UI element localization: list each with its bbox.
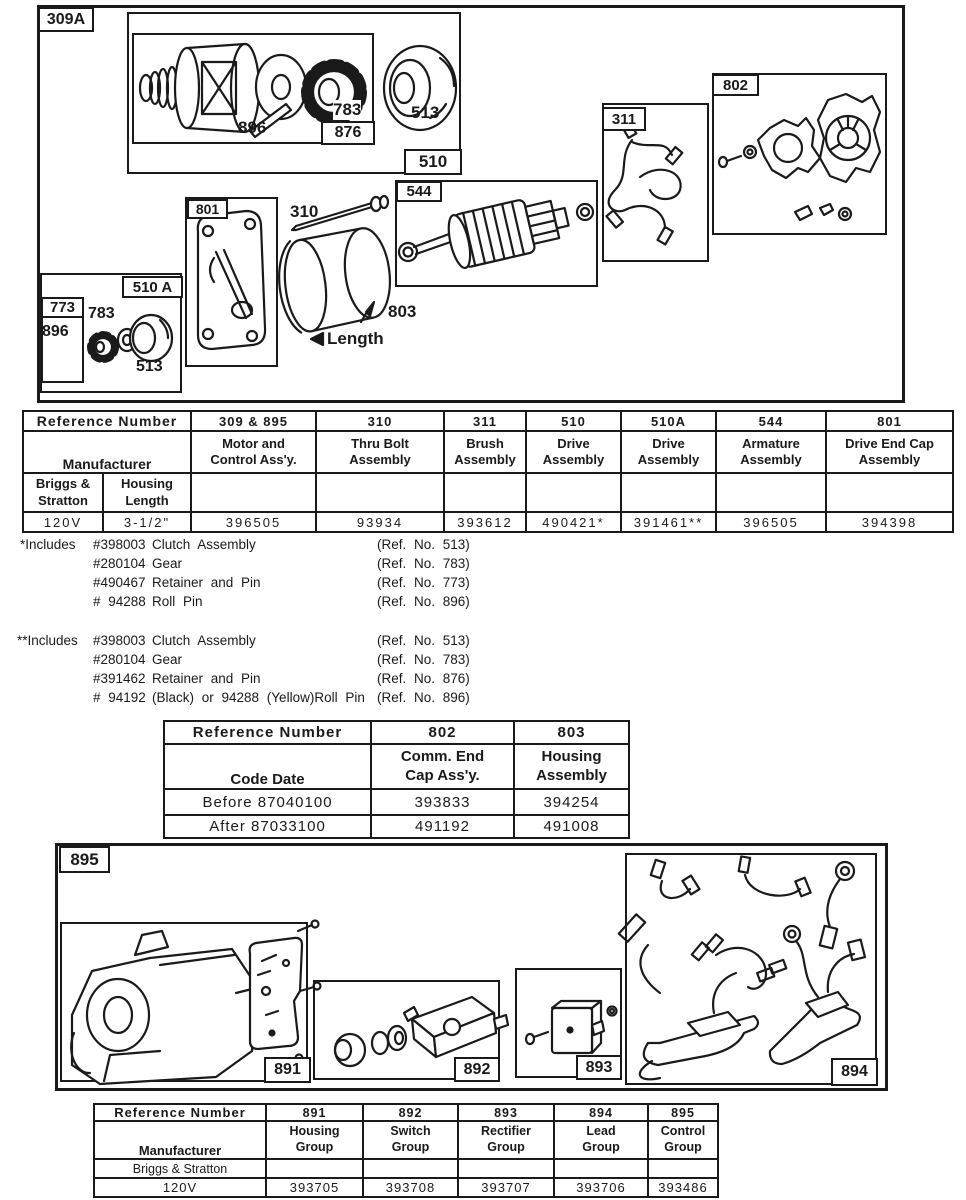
switch-group-drawing (335, 997, 508, 1066)
t1-part-name: Drive Assembly (526, 431, 621, 473)
t1-empty-cell (621, 473, 716, 512)
callout-513-small: 513 (136, 358, 163, 375)
t3-ref: 893 (458, 1104, 554, 1121)
footnote-desc: Roll Pin (152, 594, 203, 609)
callout-894: 894 (831, 1058, 878, 1086)
footnote-desc: Gear (152, 556, 183, 571)
t2-corner-header: Reference Number (164, 721, 371, 744)
t3-empty-cell (266, 1159, 363, 1178)
t1-manufacturer-label: Manufacturer (23, 431, 191, 473)
t3-part-number: 393486 (648, 1178, 718, 1197)
comm-end-cap-drawing (719, 94, 880, 220)
callout-895: 895 (59, 846, 110, 873)
t1-ref: 309 & 895 (191, 411, 316, 431)
t3-empty-cell (648, 1159, 718, 1178)
footnote-ref: (Ref. No. 896) (377, 690, 470, 705)
t1-housing-length: 3-1/2" (103, 512, 191, 532)
t1-part-number: 394398 (826, 512, 953, 532)
footnote-desc: Retainer and Pin (152, 671, 261, 686)
callout-802: 802 (712, 74, 759, 96)
t1-empty-cell (444, 473, 526, 512)
callout-length: Length (327, 329, 384, 348)
callout-876: 876 (321, 121, 375, 145)
t3-corner-header: Reference Number (94, 1104, 266, 1121)
footnote-prefix: *Includes (20, 537, 76, 552)
t1-ref: 510 (526, 411, 621, 431)
callout-803: 803 (388, 302, 417, 321)
t2-part-number: 491008 (514, 815, 629, 838)
callout-544: 544 (396, 181, 442, 202)
footnote-part-number: #398003 (93, 537, 146, 552)
t1-part-number: 93934 (316, 512, 444, 532)
t1-part-name: Armature Assembly (716, 431, 826, 473)
t2-part-number: 491192 (371, 815, 514, 838)
footnote-ref: (Ref. No. 896) (377, 594, 470, 609)
t1-empty-cell (826, 473, 953, 512)
t1-part-name: Motor and Control Ass'y. (191, 431, 316, 473)
drive-assembly-drawing (140, 44, 456, 137)
brush-wires-drawing (606, 120, 682, 244)
t1-housing-length-header: Housing Length (103, 473, 191, 512)
t2-code-date-label: Code Date (164, 744, 371, 789)
t3-empty-cell (458, 1159, 554, 1178)
t1-brand-cell: Briggs & Stratton (23, 473, 103, 512)
callout-801: 801 (187, 199, 228, 219)
footnote-part-number: #280104 (93, 556, 146, 571)
housing-drawing (274, 226, 396, 335)
callout-513: 513 (411, 103, 440, 122)
footnote-ref: (Ref. No. 513) (377, 537, 470, 552)
length-arrow-icon (311, 333, 323, 345)
t3-part-number: 393706 (554, 1178, 648, 1197)
callout-783: 783 (333, 100, 362, 119)
callout-783-small: 783 (88, 305, 115, 322)
t1-part-number: 393612 (444, 512, 526, 532)
code-date-table (163, 720, 630, 839)
t3-ref: 895 (648, 1104, 718, 1121)
t1-ref: 510A (621, 411, 716, 431)
t1-empty-cell (526, 473, 621, 512)
t3-ref: 894 (554, 1104, 648, 1121)
footnote-desc: (Black) or 94288 (Yellow)Roll Pin (152, 690, 365, 705)
footnote-part-number: #398003 (93, 633, 146, 648)
footnote-part-number: # 94288 (93, 594, 146, 609)
callout-896-small: 896 (42, 323, 69, 340)
t1-empty-cell (191, 473, 316, 512)
callout-773: 773 (43, 299, 82, 318)
t1-ref: 544 (716, 411, 826, 431)
t3-ref: 891 (266, 1104, 363, 1121)
starter-parts-table (22, 410, 954, 533)
t2-row-label: After 87033100 (164, 815, 371, 838)
footnote-desc: Clutch Assembly (152, 633, 256, 648)
t2-ref: 802 (371, 721, 514, 744)
t3-group-name: Rectifier Group (458, 1121, 554, 1159)
t1-part-number: 490421* (526, 512, 621, 532)
callout-893: 893 (576, 1055, 622, 1080)
callout-892: 892 (454, 1057, 500, 1082)
footnote-ref: (Ref. No. 773) (377, 575, 470, 590)
callout-891: 891 (264, 1057, 311, 1083)
footnote-ref: (Ref. No. 783) (377, 652, 470, 667)
footnote-part-number: # 94192 (93, 690, 146, 705)
t1-part-number: 391461** (621, 512, 716, 532)
drive-end-cap-drawing (198, 211, 265, 349)
t1-ref: 801 (826, 411, 953, 431)
rectifier-group-drawing (526, 1001, 617, 1053)
t2-ref: 803 (514, 721, 629, 744)
lead-group-drawing (619, 856, 865, 1079)
footnote-ref: (Ref. No. 876) (377, 671, 470, 686)
group-parts-table (93, 1103, 719, 1198)
footnote-part-number: #280104 (93, 652, 146, 667)
callout-310: 310 (290, 202, 319, 221)
top-diagram-art (0, 0, 966, 410)
t3-voltage: 120V (94, 1178, 266, 1197)
t2-row-label: Before 87040100 (164, 789, 371, 815)
footnote-ref: (Ref. No. 513) (377, 633, 470, 648)
t1-part-number: 396505 (716, 512, 826, 532)
t1-part-name: Thru Bolt Assembly (316, 431, 444, 473)
t2-part-name: Housing Assembly (514, 744, 629, 789)
footnote-part-number: #391462 (93, 671, 146, 686)
t1-voltage: 120V (23, 512, 103, 532)
callout-309a: 309A (38, 7, 94, 32)
t1-part-name: Drive Assembly (621, 431, 716, 473)
t3-empty-cell (554, 1159, 648, 1178)
t3-empty-cell (363, 1159, 458, 1178)
footnote-part-number: #490467 (93, 575, 146, 590)
t3-group-name: Lead Group (554, 1121, 648, 1159)
footnote-prefix: **Includes (17, 633, 78, 648)
footnote-ref: (Ref. No. 783) (377, 556, 470, 571)
callout-510a: 510 A (122, 276, 183, 298)
t2-part-name: Comm. End Cap Ass'y. (371, 744, 514, 789)
t2-part-number: 394254 (514, 789, 629, 815)
t2-part-number: 393833 (371, 789, 514, 815)
footnote-desc: Clutch Assembly (152, 537, 256, 552)
callout-510: 510 (404, 149, 462, 175)
t3-manufacturer-label: Manufacturer (94, 1121, 266, 1159)
callout-311: 311 (602, 107, 646, 131)
t1-corner-header: Reference Number (23, 411, 191, 431)
footnote-desc: Retainer and Pin (152, 575, 261, 590)
t3-part-number: 393705 (266, 1178, 363, 1197)
t3-brand: Briggs & Stratton (94, 1159, 266, 1178)
armature-drawing (399, 190, 593, 269)
t3-part-number: 393708 (363, 1178, 458, 1197)
t1-ref: 310 (316, 411, 444, 431)
t3-part-number: 393707 (458, 1178, 554, 1197)
t3-group-name: Housing Group (266, 1121, 363, 1159)
t1-part-number: 396505 (191, 512, 316, 532)
t1-empty-cell (316, 473, 444, 512)
t3-ref: 892 (363, 1104, 458, 1121)
t1-part-name: Brush Assembly (444, 431, 526, 473)
footnote-desc: Gear (152, 652, 183, 667)
t1-ref: 311 (444, 411, 526, 431)
t1-empty-cell (716, 473, 826, 512)
callout-896: 896 (238, 118, 267, 137)
t1-part-name: Drive End Cap Assembly (826, 431, 953, 473)
t3-group-name: Control Group (648, 1121, 718, 1159)
t3-group-name: Switch Group (363, 1121, 458, 1159)
